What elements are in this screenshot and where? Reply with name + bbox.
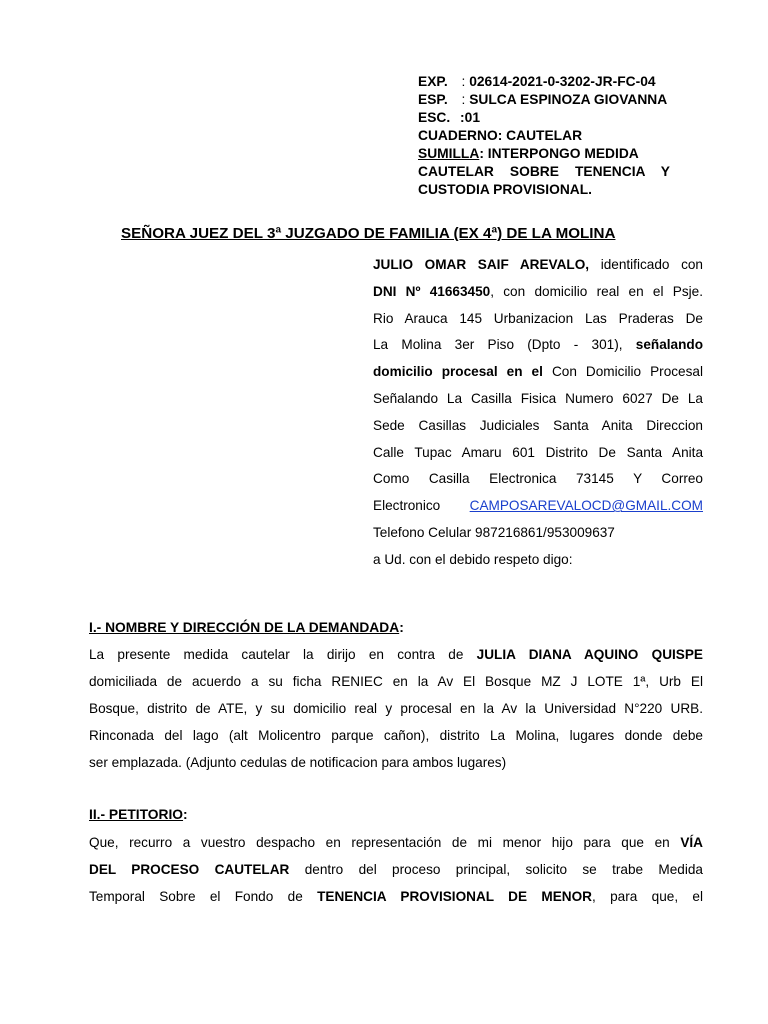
intro-line xyxy=(373,279,703,306)
intro-line xyxy=(373,359,703,386)
section-1-body xyxy=(89,641,703,776)
section-1-title-text: I.- NOMBRE Y DIRECCIÓN DE LA DEMANDADA xyxy=(89,620,400,635)
intro-line: Calle Tupac Amaru 601 Distrito De Santa Anita xyxy=(373,444,703,460)
intro-line: Señalando La Casilla Fisica Numero 6027 De La xyxy=(373,390,703,406)
esp-separator: : xyxy=(461,92,466,107)
intro-text: Con Domicilio Procesal xyxy=(551,364,703,380)
paragraph-line: ser emplazada. (Adjunto cedulas de notificacion para ambos lugares) xyxy=(89,755,507,770)
exp-value: 02614-2021-0-3202-JR-FC-04 xyxy=(469,74,656,89)
esp-row xyxy=(418,91,708,109)
case-header xyxy=(418,73,708,199)
sumilla-label: SUMILLA xyxy=(418,146,480,161)
intro-bold-text: señalando xyxy=(635,337,704,353)
intro-line: a Ud. con el debido respeto digo: xyxy=(373,551,573,567)
section-1-title xyxy=(89,620,404,635)
paragraph-bold-text: DEL PROCESO CAUTELAR xyxy=(89,862,290,877)
intro-line xyxy=(373,493,703,520)
exp-row xyxy=(418,73,708,91)
intro-line xyxy=(373,332,703,359)
paragraph-line xyxy=(89,856,703,883)
sumilla-line-3: CUSTODIA PROVISIONAL. xyxy=(418,182,593,197)
petitioner-name: JULIO OMAR SAIF AREVALO, xyxy=(373,257,590,272)
paragraph-text: , para que, el xyxy=(591,889,704,904)
sumilla-row xyxy=(418,145,688,163)
intro-line: Como Casilla Electronica 73145 Y Correo xyxy=(373,471,703,487)
paragraph-bold-text: VÍA xyxy=(680,835,703,850)
esc-label: ESC. xyxy=(418,110,451,125)
paragraph-line xyxy=(89,641,703,668)
intro-line: Rio Arauca 145 Urbanizacion Las Praderas De xyxy=(373,310,703,326)
sumilla-line-1: : INTERPONGO MEDIDA xyxy=(479,146,639,161)
paragraph-line xyxy=(89,883,703,910)
defendant-name: JULIA DIANA AQUINO QUISPE xyxy=(476,647,703,662)
section-2-body xyxy=(89,829,703,910)
addressee-heading: SEÑORA JUEZ DEL 3ª JUZGADO DE FAMILIA (EX 4ª) DE LA MOLINA xyxy=(121,225,616,242)
section-2-title-colon: : xyxy=(183,807,188,822)
esc-row xyxy=(418,109,708,127)
sumilla-line-2: CAUTELAR SOBRE TENENCIA Y xyxy=(418,164,670,179)
cuaderno-label: CUADERNO: xyxy=(418,128,503,143)
section-2-title-text: II.- PETITORIO xyxy=(89,807,184,822)
petitioner-dni: DNI Nº 41663450 xyxy=(373,283,491,299)
intro-line: Telefono Celular 987216861/953009637 xyxy=(373,524,615,540)
paragraph-text: Temporal Sobre el Fondo de xyxy=(89,889,303,904)
esp-value: SULCA ESPINOZA GIOVANNA xyxy=(469,92,668,107)
paragraph-line xyxy=(89,829,703,856)
intro-line xyxy=(373,252,703,279)
paragraph-line: Rinconada del lago (alt Molicentro parque cañon), distrito La Molina, lugares donde debe xyxy=(89,728,703,743)
section-1-title-colon: : xyxy=(399,620,404,635)
esp-label: ESP. xyxy=(418,92,448,107)
paragraph-text: dentro del proceso principal, solicito se trabe Medida xyxy=(304,862,703,877)
email-link[interactable]: CAMPOSAREVALOCD@GMAIL.COM xyxy=(469,498,703,514)
intro-text: , con domicilio real en el Psje. xyxy=(490,283,703,299)
intro-text: Electronico xyxy=(373,498,441,514)
paragraph-text: La presente medida cautelar la dirijo en contra de xyxy=(89,647,464,662)
exp-separator: : xyxy=(461,74,466,89)
paragraph-line: Bosque, distrito de ATE, y su domicilio real y procesal en la Av la Universidad N°220 URB. xyxy=(89,701,703,716)
petitioner-intro xyxy=(373,252,703,574)
intro-line: Sede Casillas Judiciales Santa Anita Direccion xyxy=(373,417,703,433)
cuaderno-value: CAUTELAR xyxy=(506,128,583,143)
esc-value: :01 xyxy=(460,110,480,125)
paragraph-bold-text: TENENCIA PROVISIONAL DE MENOR xyxy=(317,889,592,904)
intro-text: La Molina 3er Piso (Dpto - 301), xyxy=(373,337,623,353)
cuaderno-row xyxy=(418,127,708,145)
intro-bold-text: domicilio procesal en el xyxy=(373,364,543,380)
paragraph-text: Que, recurro a vuestro despacho en representación de mi menor hijo para que en xyxy=(89,835,670,850)
paragraph-line: domiciliada de acuerdo a su ficha RENIEC en la Av El Bosque MZ J LOTE 1ª, Urb El xyxy=(89,674,703,689)
intro-text: identificado con xyxy=(600,257,703,272)
exp-label: EXP. xyxy=(418,74,448,89)
section-2-title xyxy=(89,807,188,822)
